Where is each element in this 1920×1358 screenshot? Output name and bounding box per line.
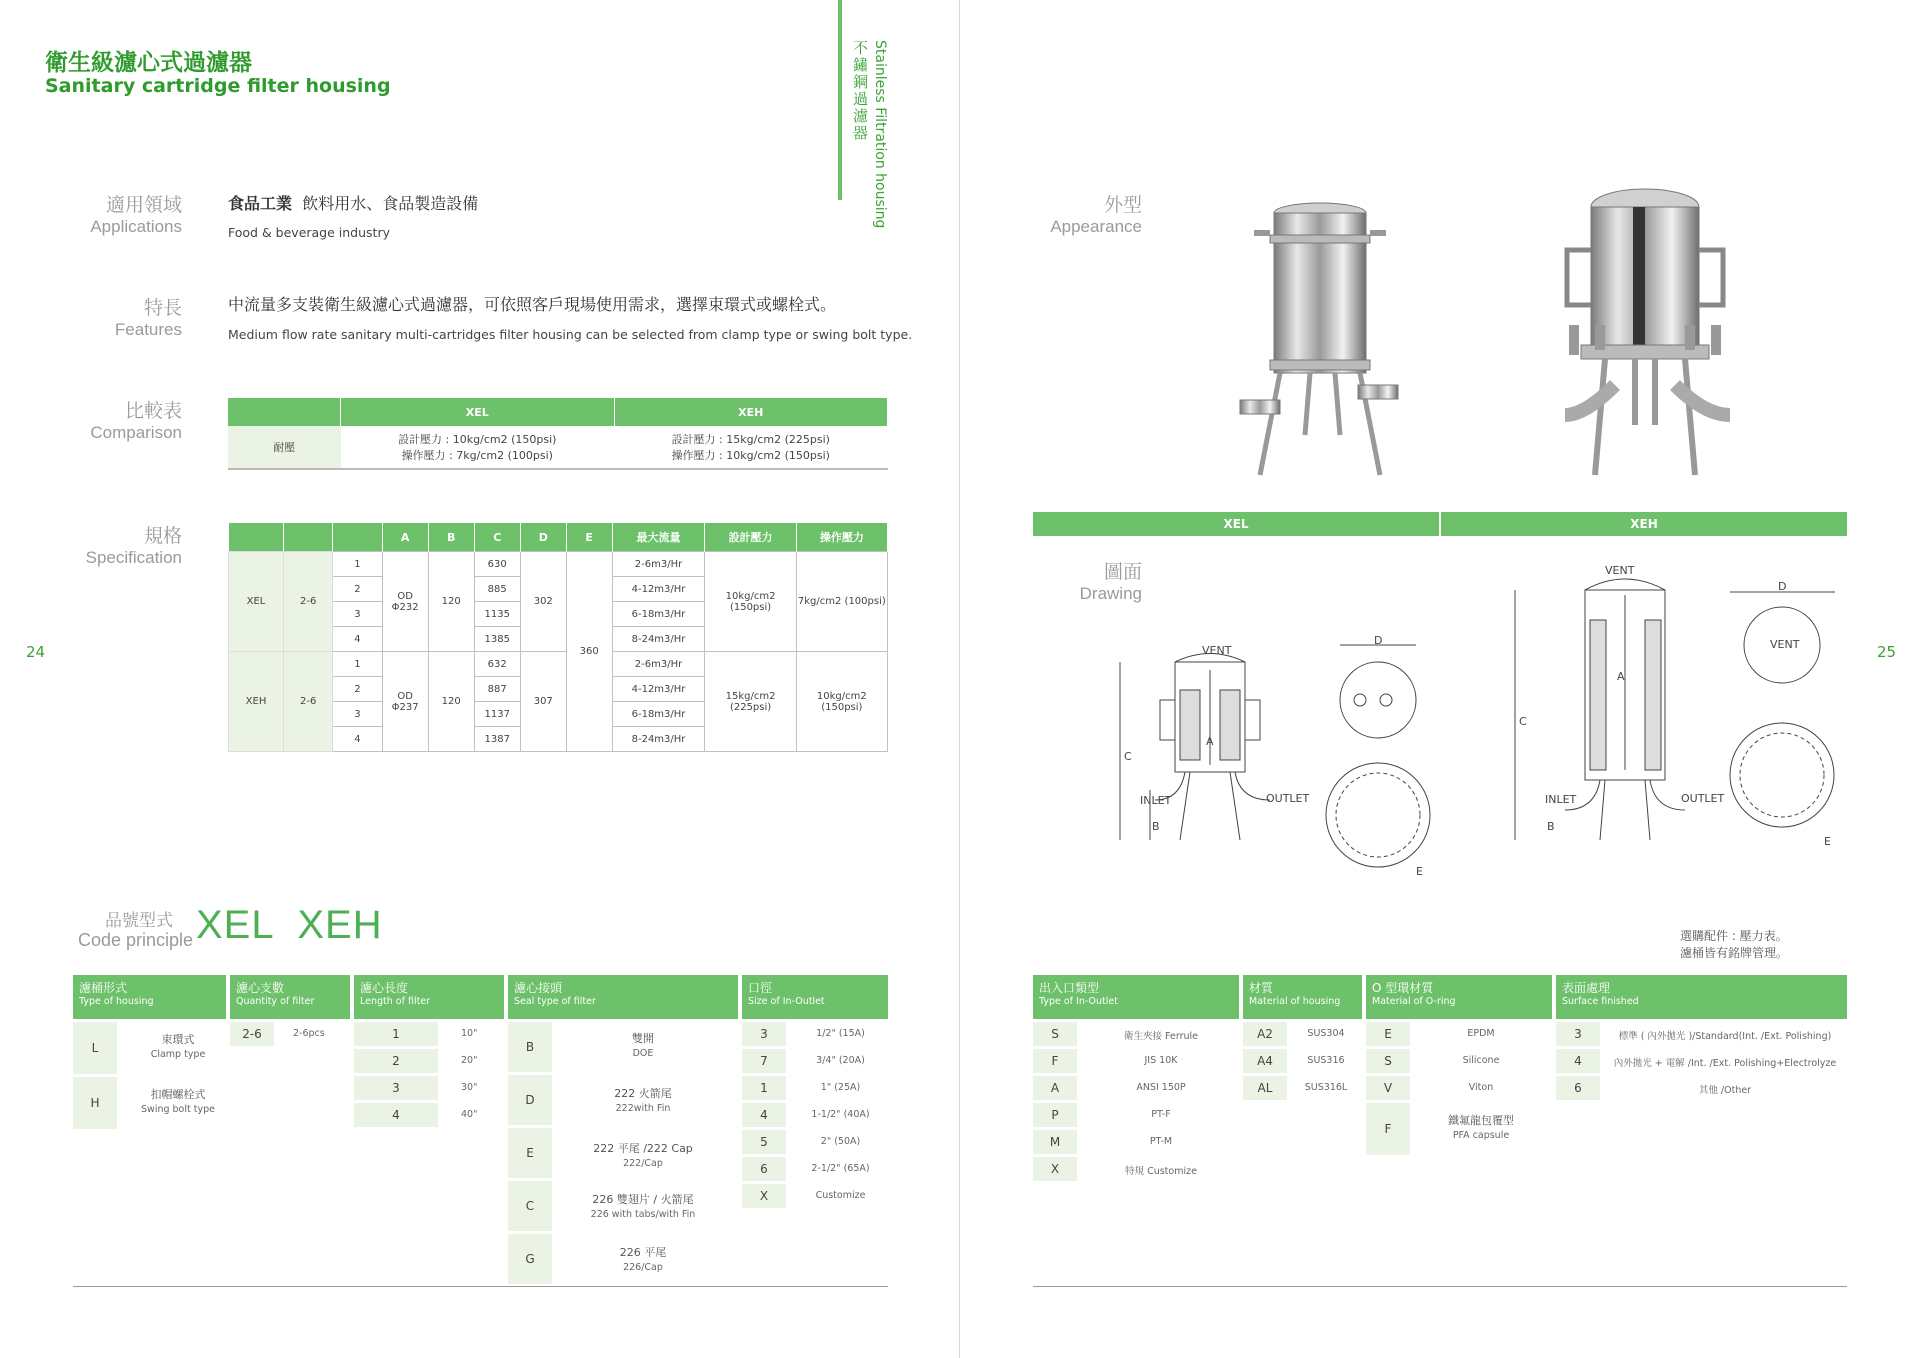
spec-flow: 6-18m3/Hr (612, 702, 705, 727)
surface-val: 標準 ( 內外拋光 )/Standard(Int. /Ext. Polishing) (1618, 1031, 1832, 1042)
spec-flow: 8-24m3/Hr (612, 727, 705, 752)
comparison-row-label: 耐壓 (228, 426, 341, 469)
code-table-left (73, 975, 888, 1295)
material-header (1243, 975, 1362, 1019)
length-val: 40" (461, 1109, 478, 1120)
spec-row-n: 4 (333, 727, 382, 752)
xel-drawing-d: D (1374, 634, 1383, 647)
housing-en: Clamp type (150, 1049, 206, 1060)
spec-c: 1137 (474, 702, 520, 727)
side-title-en: Stainless Filtration housing (872, 40, 888, 229)
drawing-label-en: Drawing (1079, 584, 1142, 603)
seal-header-en: Seal type of filter (514, 996, 596, 1007)
seal-en: 226 with tabs/with Fin (590, 1209, 696, 1220)
length-header-en: Length of filter (360, 996, 431, 1007)
material-code: A2 (1243, 1022, 1287, 1046)
seal-cn: 222 平尾 /222 Cap (593, 1142, 693, 1155)
features-label-en: Features (114, 320, 182, 339)
spec-c: 1135 (474, 602, 520, 627)
xel-drawing-c: C (1124, 750, 1132, 763)
spec-flow: 8-24m3/Hr (612, 627, 705, 652)
seal-code: B (508, 1022, 552, 1072)
features-text-cn: 中流量多支裝衛生級濾心式過濾器，可依照客戶現場使用需求，選擇束環式或螺栓式。 (228, 295, 837, 314)
spec-model-qty: 2-6 (284, 652, 333, 752)
features-label-cn: 特長 (143, 297, 182, 319)
inoutlet-code: X (1033, 1157, 1077, 1181)
comparison-xel-cell (341, 426, 615, 469)
seal-en: 222/Cap (623, 1158, 663, 1169)
spec-a: OD Φ232 (382, 552, 428, 652)
spec-row-n: 2 (333, 677, 382, 702)
size-val: 1" (25A) (820, 1082, 861, 1093)
seal-en: DOE (632, 1048, 654, 1059)
side-title-cn: 不鏽鋼過濾器 (851, 40, 869, 142)
seal-cn: 226 平尾 (619, 1246, 667, 1259)
xeh-side-drawing (1505, 560, 1725, 850)
xel-side-drawing (1110, 640, 1310, 860)
applications-bold: 食品工業 (228, 194, 293, 213)
note-accessory: 選購配件 : 壓力表。 (1680, 929, 1788, 943)
comparison-table (228, 398, 888, 470)
inoutlet-code: A (1033, 1076, 1077, 1100)
inoutlet-header-cn: 出入口類型 (1039, 981, 1100, 995)
code-table-right-rule (1033, 1286, 1847, 1287)
spec-model-qty: 2-6 (284, 552, 333, 652)
xel-drawing-e: E (1416, 865, 1423, 878)
material-val: SUS316L (1304, 1082, 1348, 1093)
length-val: 10" (461, 1028, 478, 1039)
material-val: SUS316 (1307, 1055, 1345, 1066)
xel-drawing-vent: VENT (1202, 644, 1232, 657)
size-code: 6 (742, 1157, 786, 1181)
housing-header-en: Type of housing (79, 996, 154, 1007)
spec-flow: 4-12m3/Hr (612, 577, 705, 602)
housing-en: Swing bolt type (141, 1104, 215, 1115)
spec-header-d: D (520, 523, 566, 552)
housing-code: H (73, 1077, 117, 1129)
inoutlet-code: F (1033, 1049, 1077, 1073)
housing-header-cn: 濾桶形式 (79, 981, 128, 995)
spec-row-n: 1 (333, 552, 382, 577)
spec-c: 630 (474, 552, 520, 577)
spec-d: 302 (520, 552, 566, 652)
spec-header-b: B (428, 523, 474, 552)
size-code: 1 (742, 1076, 786, 1100)
specification-label-en: Specification (85, 548, 182, 567)
quantity-text: 2-6pcs (293, 1028, 325, 1039)
xel-drawing-outlet: OUTLET (1266, 792, 1310, 805)
applications-label-cn: 適用領域 (105, 194, 182, 216)
seal-cn: 226 雙翅片 / 火箭尾 (592, 1193, 694, 1206)
applications-label-en: Applications (90, 217, 182, 236)
inoutlet-val: JIS 10K (1144, 1055, 1178, 1066)
xeh-drawing-d: D (1778, 580, 1787, 593)
xel-drawing-b: B (1152, 820, 1160, 833)
quantity-header (230, 975, 350, 1019)
seal-code: G (508, 1234, 552, 1284)
surface-code: 4 (1556, 1049, 1600, 1073)
comparison-xel-operate: 操作壓力 : 7kg/cm2 (100psi) (401, 449, 553, 462)
size-header-cn: 口徑 (748, 981, 773, 995)
code-models: XEL XEH (196, 903, 383, 947)
length-val: 20" (461, 1055, 478, 1066)
seal-cn: 雙開 (632, 1032, 654, 1045)
appearance-label-en: Appearance (1050, 217, 1142, 236)
size-header-en: Size of In-Outlet (748, 996, 825, 1007)
spec-header-flow: 最大流量 (612, 523, 705, 552)
spec-model-name: XEL (229, 552, 284, 652)
size-val: 1-1/2" (40A) (811, 1109, 870, 1120)
xel-top-drawing (1320, 635, 1450, 885)
surface-header-cn: 表面處理 (1562, 981, 1611, 995)
spec-flow: 4-12m3/Hr (612, 677, 705, 702)
length-val: 30" (461, 1082, 478, 1093)
oring-val: Viton (1468, 1082, 1494, 1093)
spec-row-n: 4 (333, 627, 382, 652)
oring-code: V (1366, 1076, 1410, 1100)
spec-b: 120 (428, 652, 474, 752)
size-val: 1/2" (15A) (816, 1028, 865, 1039)
xeh-drawing-vent: VENT (1605, 564, 1635, 577)
material-val: SUS304 (1307, 1028, 1345, 1039)
inoutlet-val: 衛生夾接 Ferrule (1124, 1031, 1198, 1042)
length-header (354, 975, 504, 1019)
inoutlet-code: P (1033, 1103, 1077, 1127)
spec-c: 887 (474, 677, 520, 702)
oring-header-cn: O 型環材質 (1372, 981, 1434, 995)
inoutlet-val: PT-M (1149, 1136, 1173, 1147)
material-header-cn: 材質 (1249, 981, 1274, 995)
size-code: 7 (742, 1049, 786, 1073)
spec-operate: 7kg/cm2 (100psi) (796, 552, 887, 652)
comparison-label-en: Comparison (90, 423, 182, 442)
size-val: 2-1/2" (65A) (811, 1163, 870, 1174)
spec-design: 10kg/cm2 (150psi) (705, 552, 796, 652)
applications-text (228, 191, 478, 214)
inoutlet-val: ANSI 150P (1136, 1082, 1186, 1093)
xeh-drawing-a: A (1617, 670, 1625, 683)
material-code: AL (1243, 1076, 1287, 1100)
housing-cn: 扣帽螺栓式 (150, 1088, 206, 1101)
spec-design: 15kg/cm2 (225psi) (705, 652, 796, 752)
inoutlet-header-en: Type of In-Outlet (1039, 996, 1118, 1007)
oring-code: S (1366, 1049, 1410, 1073)
seal-code: C (508, 1181, 552, 1231)
page-number-right: 25 (1877, 643, 1897, 661)
spec-b: 120 (428, 552, 474, 652)
length-code: 3 (354, 1076, 438, 1100)
applications-text-en: Food & beverage industry (228, 225, 390, 240)
seal-header (508, 975, 738, 1019)
spec-model-name: XEH (229, 652, 284, 752)
size-header (742, 975, 888, 1019)
spec-c: 885 (474, 577, 520, 602)
size-code: 5 (742, 1130, 786, 1154)
spec-header-design: 設計壓力 (705, 523, 796, 552)
inoutlet-val: PT-F (1151, 1109, 1171, 1120)
housing-cn: 束環式 (161, 1033, 195, 1046)
spec-c: 1385 (474, 627, 520, 652)
comparison-label-cn: 比較表 (124, 400, 182, 422)
oring-header-en: Material of O-ring (1372, 996, 1456, 1007)
oring-code: F (1366, 1103, 1410, 1155)
length-code: 1 (354, 1022, 438, 1046)
specification-label-cn: 規格 (143, 525, 182, 547)
seal-code: D (508, 1075, 552, 1125)
code-table-left-rule (73, 1286, 888, 1287)
comparison-header-xeh: XEH (614, 398, 888, 426)
xeh-drawing-b: B (1547, 820, 1555, 833)
surface-header-en: Surface finished (1562, 996, 1639, 1007)
page-spine (959, 0, 960, 1358)
seal-en: 222with Fin (615, 1103, 671, 1114)
drawing-label-cn: 圖面 (1103, 561, 1142, 583)
specification-table (228, 523, 888, 752)
comparison-header-xel: XEL (341, 398, 615, 426)
xeh-product-photo (1555, 185, 1735, 485)
page-title-en: Sanitary cartridge filter housing (45, 75, 391, 97)
spec-header-a: A (382, 523, 428, 552)
applications-text-cn: 飲料用水、食品製造設備 (302, 194, 479, 213)
surface-code: 6 (1556, 1076, 1600, 1100)
comparison-xel-design: 設計壓力 : 10kg/cm2 (150psi) (398, 433, 557, 446)
oring-code: E (1366, 1022, 1410, 1046)
oring-val: 鐵氟龍包覆型 (1448, 1114, 1514, 1127)
surface-header (1556, 975, 1847, 1019)
xeh-drawing-vent-top: VENT (1770, 638, 1800, 651)
xeh-drawing-inlet: INLET (1545, 793, 1577, 806)
page-number-left: 24 (26, 643, 46, 661)
quantity-header-en: Quantity of filter (236, 996, 315, 1007)
spec-header-blank1 (229, 523, 284, 552)
oring-val2: PFA capsule (1452, 1130, 1510, 1141)
comparison-header-blank (228, 398, 341, 426)
inoutlet-header (1033, 975, 1239, 1019)
xeh-drawing-e: E (1824, 835, 1831, 848)
housing-header (73, 975, 226, 1019)
code-table-right (1033, 975, 1847, 1295)
length-code: 4 (354, 1103, 438, 1127)
comparison-xeh-operate: 操作壓力 : 10kg/cm2 (150psi) (671, 449, 830, 462)
appearance-label-cn: 外型 (1103, 194, 1142, 216)
material-header-en: Material of housing (1249, 996, 1341, 1007)
spec-row-n: 3 (333, 702, 382, 727)
surface-val: 其他 /Other (1698, 1085, 1752, 1096)
appearance-bar-xel: XEL (1033, 512, 1439, 536)
code-label-en: Code principle (78, 930, 194, 950)
quantity-header-cn: 濾心支數 (236, 981, 285, 995)
housing-code: L (73, 1022, 117, 1074)
oring-val: EPDM (1467, 1028, 1495, 1039)
spec-header-c: C (474, 523, 520, 552)
appearance-bar-xeh: XEH (1441, 512, 1847, 536)
page-title-cn: 衛生級濾心式過濾器 (45, 50, 252, 76)
xel-drawing-inlet: INLET (1140, 794, 1172, 807)
spec-header-e: E (566, 523, 612, 552)
spec-row-n: 1 (333, 652, 382, 677)
size-code: X (742, 1184, 786, 1208)
xel-product-photo (1240, 195, 1400, 485)
size-code: 4 (742, 1103, 786, 1127)
spec-c: 1387 (474, 727, 520, 752)
features-text-en: Medium flow rate sanitary multi-cartridges filter housing can be selected from clamp type or swing bolt type. (228, 327, 913, 342)
spec-header-blank3 (333, 523, 382, 552)
spec-flow: 6-18m3/Hr (612, 602, 705, 627)
length-header-cn: 濾心長度 (360, 981, 409, 995)
spec-c: 632 (474, 652, 520, 677)
xeh-top-drawing (1720, 580, 1850, 850)
spec-header-operate: 操作壓力 (796, 523, 887, 552)
size-val: Customize (815, 1190, 866, 1201)
spec-row-n: 3 (333, 602, 382, 627)
seal-code: E (508, 1128, 552, 1178)
size-code: 3 (742, 1022, 786, 1046)
inoutlet-code: S (1033, 1022, 1077, 1046)
size-val: 3/4" (20A) (816, 1055, 865, 1066)
spec-e: 360 (566, 552, 612, 752)
seal-en: 226/Cap (623, 1262, 663, 1273)
seal-cn: 222 火箭尾 (614, 1087, 672, 1100)
note-nameplate: 濾桶皆有銘牌管理。 (1680, 946, 1789, 960)
oring-val: Silicone (1462, 1055, 1500, 1066)
spec-a: OD Φ237 (382, 652, 428, 752)
xeh-drawing-c: C (1519, 715, 1527, 728)
comparison-xeh-design: 設計壓力 : 15kg/cm2 (225psi) (671, 433, 830, 446)
spec-header-blank2 (284, 523, 333, 552)
oring-header (1366, 975, 1552, 1019)
side-accent-bar (838, 0, 842, 200)
code-label-cn: 品號型式 (105, 911, 173, 931)
length-code: 2 (354, 1049, 438, 1073)
spec-flow: 2-6m3/Hr (612, 552, 705, 577)
spec-flow: 2-6m3/Hr (612, 652, 705, 677)
surface-code: 3 (1556, 1022, 1600, 1046)
surface-val: 內外拋光 + 電解 /Int. /Ext. Polishing+Electrolyze (1613, 1058, 1837, 1069)
seal-header-cn: 濾心接頭 (514, 981, 563, 995)
material-code: A4 (1243, 1049, 1287, 1073)
xeh-drawing-outlet: OUTLET (1681, 792, 1725, 805)
inoutlet-val: 特規 Customize (1125, 1166, 1197, 1177)
xel-drawing-a: A (1206, 735, 1214, 748)
spec-operate: 10kg/cm2 (150psi) (796, 652, 887, 752)
quantity-code: 2-6 (230, 1022, 274, 1046)
spec-d: 307 (520, 652, 566, 752)
comparison-xeh-cell (614, 426, 888, 469)
spec-row-n: 2 (333, 577, 382, 602)
size-val: 2" (50A) (820, 1136, 861, 1147)
inoutlet-code: M (1033, 1130, 1077, 1154)
